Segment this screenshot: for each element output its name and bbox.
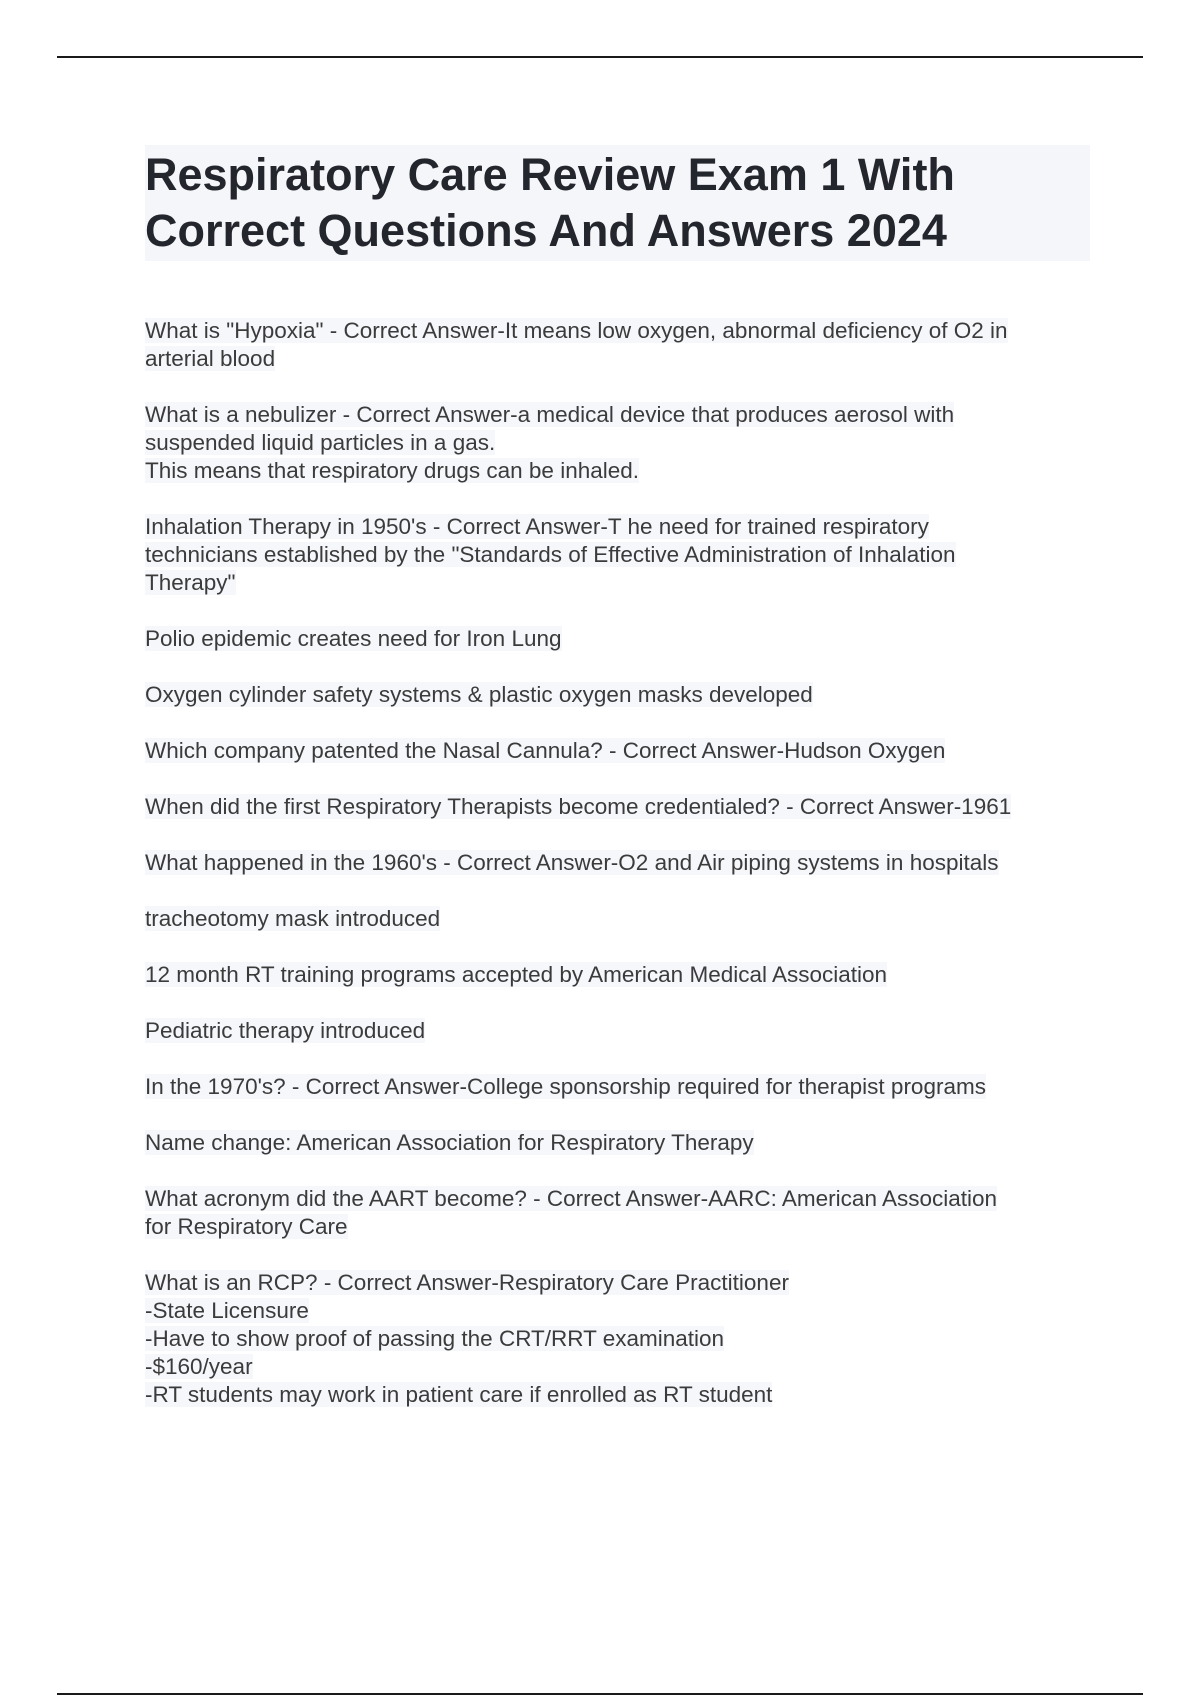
qa-entry	[145, 905, 1090, 933]
qa-entry-text: What happened in the 1960's - Correct Answer-O2 and Air piping systems in hospitals	[145, 850, 999, 875]
qa-entry-text: for Respiratory Care	[145, 1214, 348, 1239]
qa-entry	[145, 625, 1090, 653]
qa-entry-text: Polio epidemic creates need for Iron Lung	[145, 626, 562, 651]
qa-entry	[145, 1073, 1090, 1101]
qa-entry	[145, 317, 1090, 373]
qa-entry-line	[145, 1269, 1090, 1297]
qa-entry-text: What is a nebulizer - Correct Answer-a medical device that produces aerosol with	[145, 402, 955, 427]
qa-entry-line	[145, 849, 1090, 877]
qa-entry	[145, 793, 1090, 821]
qa-entry-line	[145, 401, 1090, 429]
qa-entry-line	[145, 625, 1090, 653]
qa-entry-line	[145, 541, 1090, 569]
qa-entry-line	[145, 961, 1090, 989]
qa-entry	[145, 1185, 1090, 1241]
qa-entry-line	[145, 1185, 1090, 1213]
qa-entry-line	[145, 513, 1090, 541]
qa-entry	[145, 1129, 1090, 1157]
qa-entry-text: This means that respiratory drugs can be inhaled.	[145, 458, 640, 483]
qa-entry-text: -$160/year	[145, 1354, 253, 1379]
qa-entry-text: What is "Hypoxia" - Correct Answer-It means low oxygen, abnormal deficiency of O2 in	[145, 318, 1008, 343]
qa-entry-text: 12 month RT training programs accepted by American Medical Association	[145, 962, 888, 987]
qa-entry-line	[145, 569, 1090, 597]
qa-entry-line	[145, 1073, 1090, 1101]
qa-entry-line	[145, 681, 1090, 709]
qa-entry-line	[145, 1381, 1090, 1409]
qa-entry-text: -State Licensure	[145, 1298, 309, 1323]
qa-entry	[145, 1269, 1090, 1409]
qa-entry	[145, 401, 1090, 485]
qa-entry-line	[145, 429, 1090, 457]
qa-entry-line	[145, 1017, 1090, 1045]
bottom-rule	[57, 1693, 1143, 1695]
qa-entry-text: Name change: American Association for Respiratory Therapy	[145, 1130, 754, 1155]
qa-entry-line	[145, 793, 1090, 821]
qa-entry-text: When did the first Respiratory Therapists become credentialed? - Correct Answer-1961	[145, 794, 1012, 819]
qa-entry-text: Oxygen cylinder safety systems & plastic oxygen masks developed	[145, 682, 813, 707]
qa-entry-text: Therapy"	[145, 570, 236, 595]
qa-entry-line	[145, 1353, 1090, 1381]
qa-entry-text: Which company patented the Nasal Cannula? - Correct Answer-Hudson Oxygen	[145, 738, 946, 763]
qa-entry-text: -Have to show proof of passing the CRT/RRT examination	[145, 1326, 725, 1351]
qa-entry	[145, 681, 1090, 709]
document-body	[145, 145, 1090, 1437]
title-line-1: Respiratory Care Review Exam 1 With	[145, 149, 955, 200]
qa-entry-line	[145, 317, 1090, 345]
qa-entry-line	[145, 737, 1090, 765]
qa-entry-text: In the 1970's? - Correct Answer-College sponsorship required for therapist programs	[145, 1074, 986, 1099]
qa-entry	[145, 737, 1090, 765]
top-rule	[57, 56, 1143, 58]
qa-entry-text: suspended liquid particles in a gas.	[145, 430, 496, 455]
document-title	[145, 145, 1090, 261]
qa-entry-line	[145, 1213, 1090, 1241]
qa-list	[145, 317, 1090, 1409]
qa-entry	[145, 961, 1090, 989]
qa-entry	[145, 1017, 1090, 1045]
qa-entry	[145, 513, 1090, 597]
qa-entry-line	[145, 1325, 1090, 1353]
qa-entry	[145, 849, 1090, 877]
qa-entry-text: -RT students may work in patient care if enrolled as RT student	[145, 1382, 773, 1407]
qa-entry-line	[145, 1129, 1090, 1157]
qa-entry-line	[145, 457, 1090, 485]
qa-entry-text: What acronym did the AART become? - Correct Answer-AARC: American Association	[145, 1186, 998, 1211]
qa-entry-line	[145, 905, 1090, 933]
qa-entry-text: Pediatric therapy introduced	[145, 1018, 426, 1043]
title-line-2: Correct Questions And Answers 2024	[145, 205, 947, 256]
qa-entry-line	[145, 345, 1090, 373]
qa-entry-text: What is an RCP? - Correct Answer-Respiratory Care Practitioner	[145, 1270, 789, 1295]
qa-entry-text: technicians established by the "Standards of Effective Administration of Inhalation	[145, 542, 956, 567]
qa-entry-text: tracheotomy mask introduced	[145, 906, 441, 931]
qa-entry-line	[145, 1297, 1090, 1325]
qa-entry-text: Inhalation Therapy in 1950's - Correct Answer-T he need for trained respiratory	[145, 514, 929, 539]
qa-entry-text: arterial blood	[145, 346, 276, 371]
